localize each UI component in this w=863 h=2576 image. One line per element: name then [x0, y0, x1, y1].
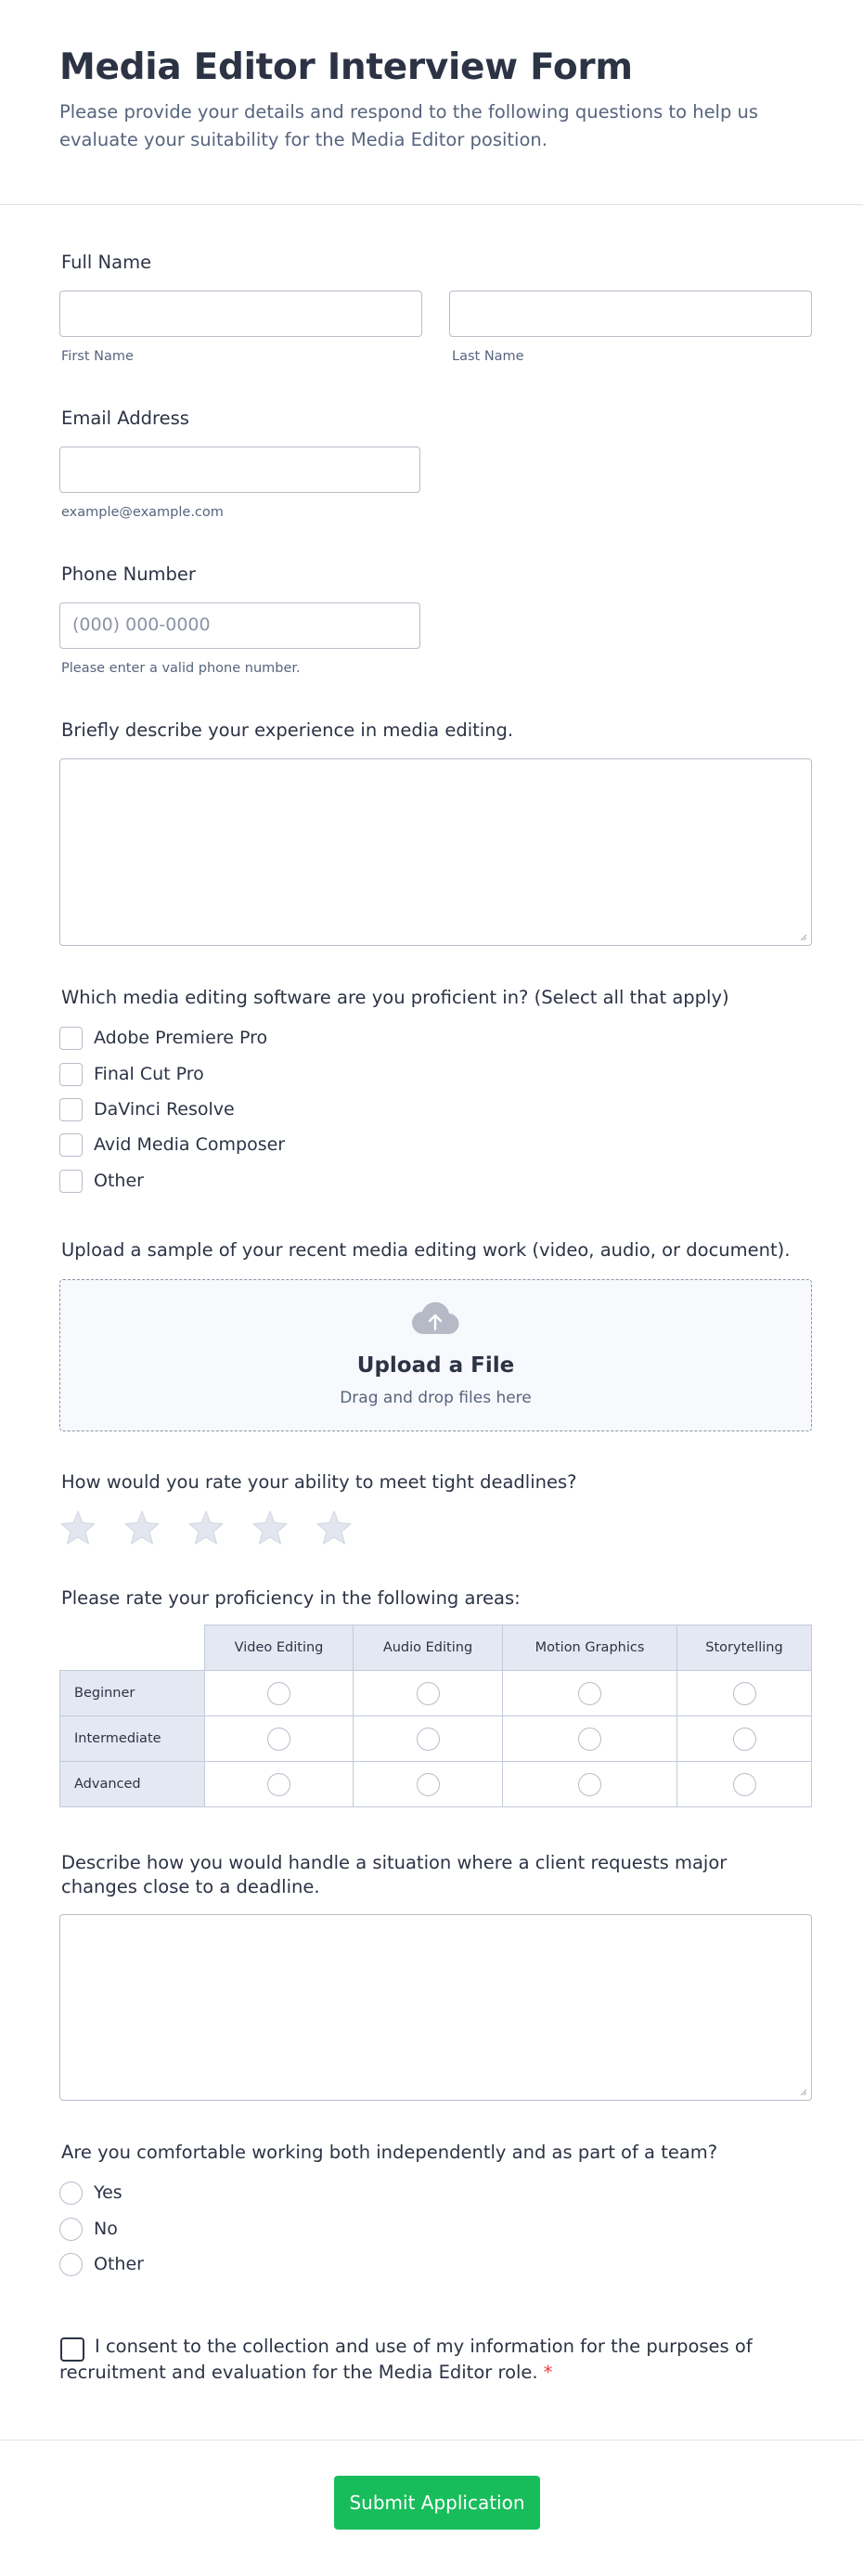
matrix-column-header: Video Editing	[205, 1625, 354, 1671]
matrix-column-header: Motion Graphics	[503, 1625, 677, 1671]
star-icon[interactable]	[59, 1509, 97, 1547]
matrix-radio[interactable]	[578, 1773, 601, 1796]
matrix-header-row	[60, 1625, 812, 1671]
software-option-label: Other	[94, 1171, 144, 1191]
matrix-cell[interactable]	[677, 1716, 812, 1762]
teamwork-option-label: No	[94, 2219, 118, 2239]
matrix-cell[interactable]	[354, 1716, 503, 1762]
email-input[interactable]	[59, 447, 420, 493]
star-icon[interactable]	[123, 1509, 161, 1547]
resize-grip-icon[interactable]	[798, 932, 807, 941]
checkbox[interactable]	[59, 1027, 83, 1050]
matrix-row	[60, 1716, 812, 1762]
teamwork-option-label: Other	[94, 2254, 144, 2274]
matrix-cell[interactable]	[205, 1762, 354, 1807]
matrix-cell[interactable]	[354, 1671, 503, 1716]
submit-button[interactable]: Submit Application	[334, 2476, 540, 2530]
software-option-label: Final Cut Pro	[94, 1064, 204, 1084]
checkbox[interactable]	[59, 1133, 83, 1157]
checkbox[interactable]	[59, 1170, 83, 1193]
software-option-label: DaVinci Resolve	[94, 1099, 235, 1120]
form-header	[0, 0, 863, 205]
teamwork-option-label: Yes	[94, 2182, 122, 2203]
matrix-radio[interactable]	[267, 1773, 290, 1796]
radio-button[interactable]	[59, 2218, 83, 2241]
matrix-radio[interactable]	[578, 1728, 601, 1751]
phone-placeholder: (000) 000-0000	[72, 615, 211, 635]
matrix-cell[interactable]	[503, 1716, 677, 1762]
software-label: Which media editing software are you proficient in? (Select all that apply)	[61, 987, 729, 1008]
client-changes-textarea[interactable]	[59, 1914, 812, 2101]
matrix-row-label: Advanced	[60, 1762, 205, 1807]
required-asterisk: *	[543, 2362, 553, 2383]
matrix-radio[interactable]	[733, 1682, 756, 1705]
consent-text	[59, 2334, 802, 2386]
full-name-label: Full Name	[61, 252, 152, 273]
resize-grip-icon[interactable]	[798, 2087, 807, 2096]
consent-label: I consent to the collection and use of my information for the purposes of recruitment and evaluation for the Media Editor role.	[59, 2336, 753, 2383]
last-name-input[interactable]	[449, 291, 812, 337]
cloud-upload-icon	[411, 1302, 459, 1336]
matrix-radio[interactable]	[578, 1682, 601, 1705]
checkbox[interactable]	[59, 1098, 83, 1121]
upload-hint: Drag and drop files here	[340, 1389, 532, 1407]
email-label: Email Address	[61, 408, 189, 429]
matrix-radio[interactable]	[267, 1682, 290, 1705]
last-name-sublabel: Last Name	[452, 349, 524, 364]
matrix-row-label: Beginner	[60, 1671, 205, 1716]
matrix-row	[60, 1762, 812, 1807]
proficiency-matrix	[59, 1625, 812, 1807]
experience-label: Briefly describe your experience in media editing.	[61, 719, 514, 741]
matrix-corner	[60, 1625, 205, 1671]
star-icon[interactable]	[187, 1509, 225, 1547]
teamwork-label: Are you comfortable working both independently and as part of a team?	[61, 2142, 718, 2163]
first-name-sublabel: First Name	[61, 349, 134, 364]
experience-textarea[interactable]	[59, 758, 812, 946]
matrix-cell[interactable]	[503, 1671, 677, 1716]
matrix-row-label: Intermediate	[60, 1716, 205, 1762]
star-icon[interactable]	[251, 1509, 289, 1547]
matrix-radio[interactable]	[417, 1728, 440, 1751]
deadlines-label: How would you rate your ability to meet tight deadlines?	[61, 1471, 577, 1493]
client-changes-label: Describe how you would handle a situation where a client requests major changes close to a deadline.	[61, 1852, 728, 1897]
proficiency-label: Please rate your proficiency in the following areas:	[61, 1587, 521, 1609]
email-sublabel: example@example.com	[61, 505, 224, 520]
radio-button[interactable]	[59, 2253, 83, 2276]
matrix-cell[interactable]	[205, 1716, 354, 1762]
matrix-cell[interactable]	[354, 1762, 503, 1807]
matrix-cell[interactable]	[503, 1762, 677, 1807]
matrix-row	[60, 1671, 812, 1716]
matrix-cell[interactable]	[677, 1671, 812, 1716]
phone-sublabel: Please enter a valid phone number.	[61, 661, 301, 676]
file-upload-dropzone[interactable]	[59, 1279, 812, 1431]
first-name-input[interactable]	[59, 291, 422, 337]
matrix-radio[interactable]	[417, 1682, 440, 1705]
software-option-label: Adobe Premiere Pro	[94, 1028, 268, 1048]
upload-label: Upload a sample of your recent media editing work (video, audio, or document).	[61, 1239, 791, 1261]
matrix-radio[interactable]	[733, 1728, 756, 1751]
matrix-column-header: Audio Editing	[354, 1625, 503, 1671]
form-title: Media Editor Interview Form	[59, 46, 633, 88]
matrix-radio[interactable]	[733, 1773, 756, 1796]
phone-label: Phone Number	[61, 563, 196, 585]
matrix-radio[interactable]	[267, 1728, 290, 1751]
checkbox[interactable]	[59, 1063, 83, 1086]
software-option-label: Avid Media Composer	[94, 1134, 286, 1155]
phone-input[interactable]	[59, 602, 420, 649]
star-icon[interactable]	[316, 1509, 353, 1547]
form-subtitle: Please provide your details and respond to the following questions to help us evaluate your suitability for the Media Editor position.	[59, 101, 759, 150]
radio-button[interactable]	[59, 2181, 83, 2205]
matrix-column-header: Storytelling	[677, 1625, 812, 1671]
matrix-radio[interactable]	[417, 1773, 440, 1796]
matrix-cell[interactable]	[205, 1671, 354, 1716]
upload-title: Upload a File	[356, 1353, 515, 1378]
matrix-cell[interactable]	[677, 1762, 812, 1807]
